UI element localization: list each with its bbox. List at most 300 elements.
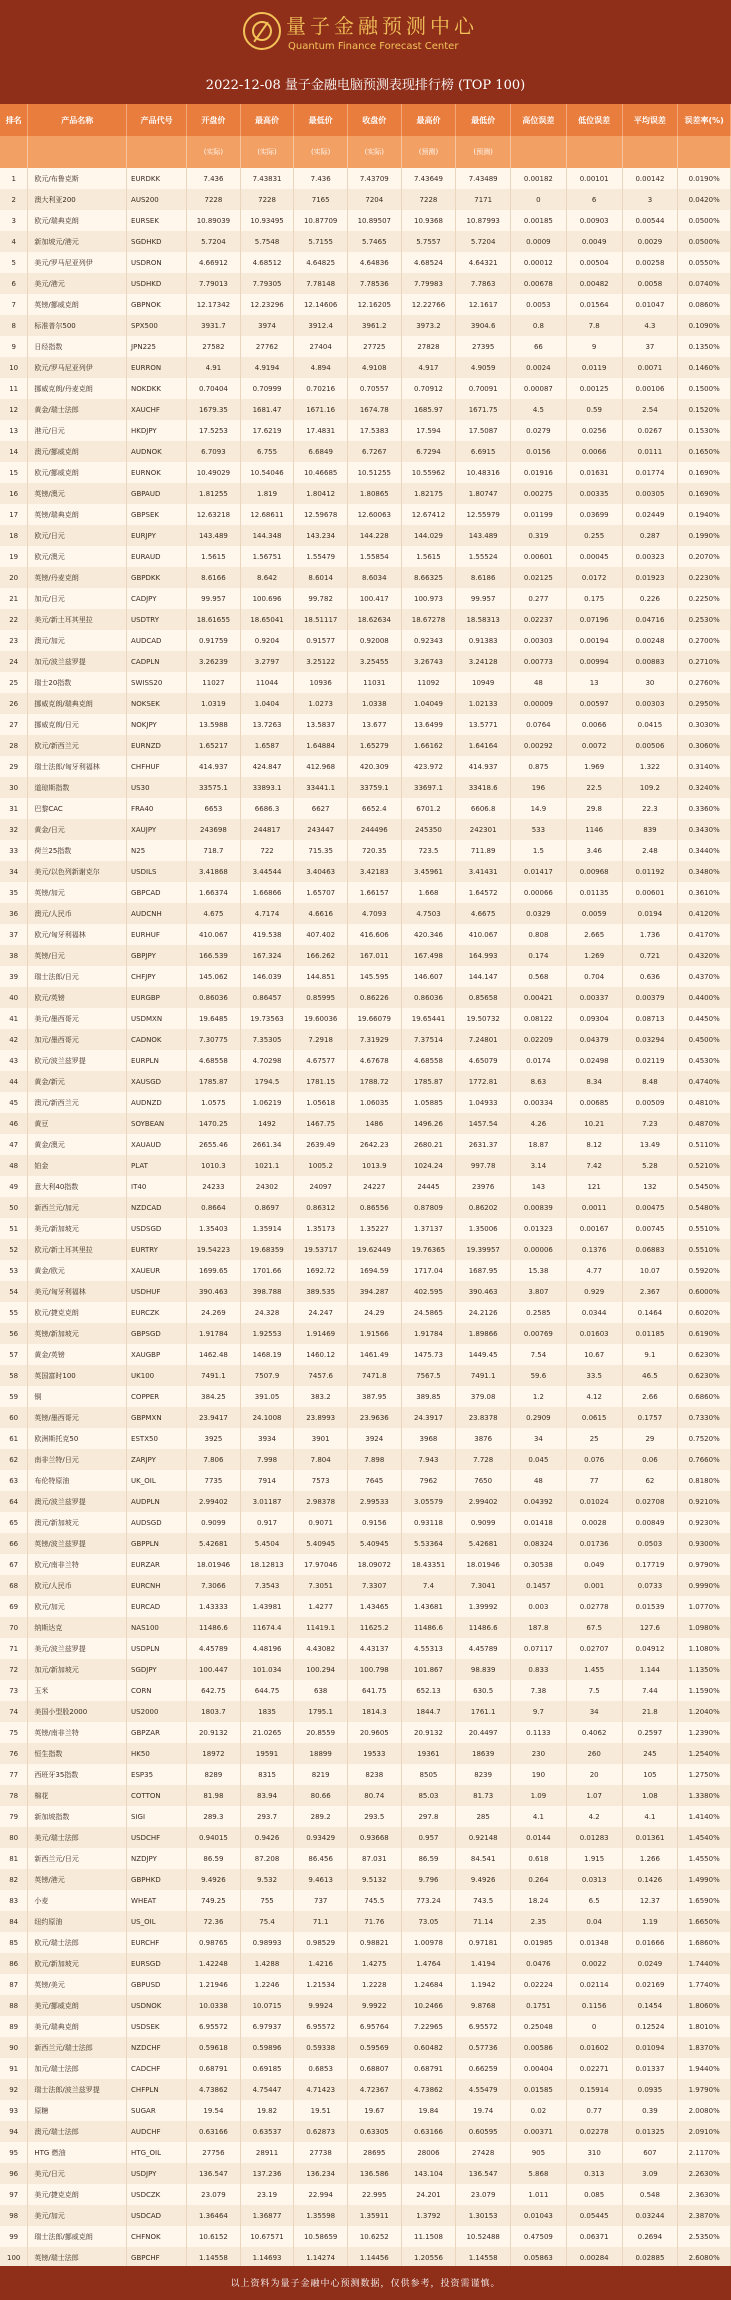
table-cell: 7.804 <box>294 1449 348 1470</box>
table-cell: 0.06 <box>622 1449 678 1470</box>
table-cell: 0.3030% <box>678 714 731 735</box>
table-cell: 136.547 <box>456 2163 511 2184</box>
table-cell: 8.6186 <box>456 567 511 588</box>
table-cell: 19.54223 <box>187 1239 241 1260</box>
table-cell: 69 <box>0 1596 28 1617</box>
table-cell: 1.1350% <box>678 1659 731 1680</box>
product-code-cell: USDMXN <box>127 1008 187 1029</box>
table-cell: 19.65441 <box>401 1008 456 1029</box>
table-cell: 0.91577 <box>294 630 348 651</box>
table-cell: 100.447 <box>187 1659 241 1680</box>
table-cell: 4.71423 <box>294 2079 348 2100</box>
table-cell: 12.37 <box>622 1890 678 1911</box>
product-code-cell: ZARJPY <box>127 1449 187 1470</box>
table-cell: 3934 <box>240 1428 294 1449</box>
table-cell: 19.73563 <box>240 1008 294 1029</box>
table-cell: 20 <box>566 1764 622 1785</box>
table-cell: 3.46 <box>566 840 622 861</box>
table-cell: 100.973 <box>401 588 456 609</box>
table-cell: 2 <box>0 189 28 210</box>
table-cell: 27828 <box>401 336 456 357</box>
table-cell: 3901 <box>294 1428 348 1449</box>
table-cell: 77 <box>0 1764 28 1785</box>
table-cell: 2.66 <box>622 1386 678 1407</box>
table-cell: 121 <box>566 1176 622 1197</box>
table-cell: 416.606 <box>347 924 401 945</box>
product-code-cell: AUDPLN <box>127 1491 187 1512</box>
product-name-cell: 瑞士法郎/匈牙利福林 <box>28 756 127 777</box>
table-cell: 0.62873 <box>294 2121 348 2142</box>
table-cell: 0.93118 <box>401 1512 456 1533</box>
table-cell: 0.01323 <box>511 1218 567 1239</box>
table-cell: 18.24 <box>511 1890 567 1911</box>
table-cell: 5.7465 <box>347 231 401 252</box>
table-cell: 3.44544 <box>240 861 294 882</box>
table-cell: 8.66325 <box>401 567 456 588</box>
table-cell: 0.255 <box>566 525 622 546</box>
table-cell: 0.0313 <box>566 1869 622 1890</box>
table-cell: 1.2 <box>511 1386 567 1407</box>
table-cell: 4.64836 <box>347 252 401 273</box>
table-row <box>0 546 731 567</box>
product-code-cell: USDCHF <box>127 1827 187 1848</box>
table-cell: 6653 <box>187 798 241 819</box>
column-subheader: (实际) <box>240 136 294 168</box>
product-name-cell: 加元/波兰兹罗提 <box>28 651 127 672</box>
table-cell: 0.0172 <box>566 567 622 588</box>
product-code-cell: GBPSGD <box>127 1323 187 1344</box>
table-cell: 100.417 <box>347 588 401 609</box>
table-cell: 1.4194 <box>456 1953 511 1974</box>
table-cell: 1.144 <box>622 1659 678 1680</box>
table-cell: 0.9426 <box>240 1827 294 1848</box>
product-name-cell: 美元/新土耳其里拉 <box>28 609 127 630</box>
product-code-cell: GBPCAD <box>127 882 187 903</box>
table-cell: 132 <box>622 1176 678 1197</box>
table-cell: 7204 <box>347 189 401 210</box>
table-cell: 1671.75 <box>456 399 511 420</box>
table-cell: 17 <box>0 504 28 525</box>
table-cell: 0.917 <box>240 1512 294 1533</box>
table-cell: 7.43831 <box>240 168 294 189</box>
table-cell: 72 <box>0 1659 28 1680</box>
table-cell: 0.6230% <box>678 1365 731 1386</box>
product-name-cell: 黄金/澳元 <box>28 1134 127 1155</box>
product-name-cell: 澳元/新西兰元 <box>28 1092 127 1113</box>
table-cell: 0.8180% <box>678 1470 731 1491</box>
table-cell: 0.00421 <box>511 987 567 1008</box>
column-subheader: (实际) <box>347 136 401 168</box>
table-cell: 4.65079 <box>456 1050 511 1071</box>
table-cell: 0.00323 <box>622 546 678 567</box>
table-cell: 1492 <box>240 1113 294 1134</box>
table-cell: 0.2230% <box>678 567 731 588</box>
table-cell: 1.55524 <box>456 546 511 567</box>
table-cell: 642.75 <box>187 1680 241 1701</box>
table-cell: 24.269 <box>187 1302 241 1323</box>
table-cell: 7.436 <box>187 168 241 189</box>
table-cell: 0.4400% <box>678 987 731 1008</box>
table-cell: 0.93429 <box>294 1827 348 1848</box>
table-cell: 0.00544 <box>622 210 678 231</box>
table-cell: 0.9790% <box>678 1554 731 1575</box>
table-cell: 2.48 <box>622 840 678 861</box>
table-cell: 7.79983 <box>401 273 456 294</box>
table-row <box>0 1260 731 1281</box>
table-cell: 424.847 <box>240 756 294 777</box>
product-code-cell: SPX500 <box>127 315 187 336</box>
table-cell: 10.87993 <box>456 210 511 231</box>
table-cell: 105 <box>622 1764 678 1785</box>
table-cell: 7.3066 <box>187 1575 241 1596</box>
product-name-cell: 澳元/波兰兹罗提 <box>28 1491 127 1512</box>
table-cell: 1.64884 <box>294 735 348 756</box>
table-cell: 0.5480% <box>678 1197 731 1218</box>
table-row <box>0 1785 731 1806</box>
table-cell: 0.00303 <box>622 693 678 714</box>
table-cell: 19.84 <box>401 2100 456 2121</box>
product-name-cell: 标准普尔500 <box>28 315 127 336</box>
table-cell: 7228 <box>401 189 456 210</box>
table-cell: 33.5 <box>566 1365 622 1386</box>
table-cell: 0.47509 <box>511 2226 567 2247</box>
table-row <box>0 777 731 798</box>
table-cell: 29 <box>0 756 28 777</box>
table-row <box>0 987 731 1008</box>
table-cell: 24302 <box>240 1176 294 1197</box>
table-cell: 0.08324 <box>511 1533 567 1554</box>
table-cell: 0.2710% <box>678 651 731 672</box>
table-cell: 7228 <box>187 189 241 210</box>
product-name-cell: 澳元/加元 <box>28 630 127 651</box>
table-cell: 4.26 <box>511 1113 567 1134</box>
table-cell: 1.2040% <box>678 1701 731 1722</box>
table-row <box>0 1806 731 1827</box>
table-cell: 11625.2 <box>347 1617 401 1638</box>
table-cell: 99.782 <box>294 588 348 609</box>
table-cell: 29 <box>622 1428 678 1449</box>
table-cell: 379.08 <box>456 1386 511 1407</box>
table-cell: 7.3041 <box>456 1575 511 1596</box>
table-cell: 24.328 <box>240 1302 294 1323</box>
table-cell: 4.9194 <box>240 357 294 378</box>
table-cell: 11092 <box>401 672 456 693</box>
table-cell: 641.75 <box>347 1680 401 1701</box>
table-row <box>0 2079 731 2100</box>
table-cell: 0.0029 <box>622 231 678 252</box>
product-name-cell: 黄豆 <box>28 1113 127 1134</box>
table-cell: 30 <box>0 777 28 798</box>
table-cell: 7.5 <box>566 1680 622 1701</box>
product-code-cell: AUDNZD <box>127 1092 187 1113</box>
table-cell: 905 <box>511 2142 567 2163</box>
table-cell: 1.35911 <box>347 2205 401 2226</box>
table-cell: 0.4120% <box>678 903 731 924</box>
table-cell: 0.98529 <box>294 1932 348 1953</box>
product-code-cell: EURNOK <box>127 462 187 483</box>
table-cell: 244496 <box>347 819 401 840</box>
table-cell: 0.2597 <box>622 1722 678 1743</box>
table-row <box>0 2205 731 2226</box>
product-name-cell: 欧元/南非兰特 <box>28 1554 127 1575</box>
product-code-cell: US_OIL <box>127 1911 187 1932</box>
table-cell: 0.01666 <box>622 1932 678 1953</box>
table-row <box>0 420 731 441</box>
table-cell: 1844.7 <box>401 1701 456 1722</box>
table-cell: 0.7330% <box>678 1407 731 1428</box>
table-cell: 2.367 <box>622 1281 678 1302</box>
product-code-cell: XAUEUR <box>127 1260 187 1281</box>
table-cell: 1.36464 <box>187 2205 241 2226</box>
table-cell: 0.319 <box>511 525 567 546</box>
table-cell: 2.3630% <box>678 2184 731 2205</box>
product-code-cell: XAUCHF <box>127 399 187 420</box>
table-cell: 1.80747 <box>456 483 511 504</box>
table-cell: 3912.4 <box>294 315 348 336</box>
table-cell: 2.0910% <box>678 2121 731 2142</box>
table-cell: 8.6014 <box>294 567 348 588</box>
table-cell: 24 <box>0 651 28 672</box>
table-cell: 47 <box>0 1134 28 1155</box>
table-cell: 0.001 <box>566 1575 622 1596</box>
table-row <box>0 2058 731 2079</box>
product-name-cell: 欧元/人民币 <box>28 1575 127 1596</box>
table-cell: 10.0715 <box>240 1995 294 2016</box>
table-cell: 0.0329 <box>511 903 567 924</box>
table-row <box>0 588 731 609</box>
table-cell: 4.55479 <box>456 2079 511 2100</box>
table-cell: 23.8378 <box>456 1407 511 1428</box>
product-name-cell: 英镑/美元 <box>28 1974 127 1995</box>
product-name-cell: 巴黎CAC <box>28 798 127 819</box>
product-name-cell: 黄金/瑞士法郎 <box>28 399 127 420</box>
table-cell: 0.0024 <box>511 357 567 378</box>
table-cell: 0.86556 <box>347 1197 401 1218</box>
table-row <box>0 1953 731 1974</box>
table-cell: 27 <box>0 714 28 735</box>
table-cell: 28 <box>0 735 28 756</box>
table-cell: 27725 <box>347 336 401 357</box>
table-cell: 410.067 <box>456 924 511 945</box>
table-cell: 24.247 <box>294 1302 348 1323</box>
table-cell: 7650 <box>456 1470 511 1491</box>
table-cell: 9.7 <box>511 1701 567 1722</box>
table-cell: 71.76 <box>347 1911 401 1932</box>
table-cell: 98 <box>0 2205 28 2226</box>
table-cell: 10.93495 <box>240 210 294 231</box>
product-name-cell: 澳元/瑞士法郎 <box>28 2121 127 2142</box>
table-cell: 0.03294 <box>622 1029 678 1050</box>
table-cell: 5 <box>0 252 28 273</box>
product-name-cell: 英镑/澳元 <box>28 483 127 504</box>
column-header: 低位误差 <box>566 104 622 136</box>
table-cell: 0.0011 <box>566 1197 622 1218</box>
table-cell: 166.262 <box>294 945 348 966</box>
table-cell: 0.00334 <box>511 1092 567 1113</box>
table-cell: 0.00101 <box>566 168 622 189</box>
table-cell: 23 <box>0 630 28 651</box>
table-cell: 1.455 <box>566 1659 622 1680</box>
table-cell: 1.4550% <box>678 1848 731 1869</box>
table-row <box>0 1743 731 1764</box>
table-cell: 13.6499 <box>401 714 456 735</box>
table-row <box>0 231 731 252</box>
table-cell: 10.89039 <box>187 210 241 231</box>
table-cell: 7.35305 <box>240 1029 294 1050</box>
product-code-cell: EURPLN <box>127 1050 187 1071</box>
table-cell: 0.01631 <box>566 462 622 483</box>
table-cell: 3.26239 <box>187 651 241 672</box>
product-code-cell: AUS200 <box>127 189 187 210</box>
table-cell: 0.00006 <box>511 1239 567 1260</box>
product-name-cell: 美元/匈牙利福林 <box>28 1281 127 1302</box>
table-cell: 30 <box>622 672 678 693</box>
table-cell: 109.2 <box>622 777 678 798</box>
table-cell: 0.1940% <box>678 504 731 525</box>
table-cell: 18.65041 <box>240 609 294 630</box>
table-cell: 1.14558 <box>456 2247 511 2268</box>
product-code-cell: USDPLN <box>127 1638 187 1659</box>
table-cell: 0 <box>566 2016 622 2037</box>
table-cell: 164.993 <box>456 945 511 966</box>
table-row <box>0 1995 731 2016</box>
table-cell: 0.70216 <box>294 378 348 399</box>
column-subheader <box>678 136 731 168</box>
table-cell: 91 <box>0 2058 28 2079</box>
table-cell: 3968 <box>401 1428 456 1449</box>
table-cell: 55 <box>0 1302 28 1323</box>
table-cell: 0.02449 <box>622 504 678 525</box>
table-cell: 0.91759 <box>187 630 241 651</box>
table-cell: 3.09 <box>622 2163 678 2184</box>
table-cell: 8289 <box>187 1764 241 1785</box>
table-cell: 0.003 <box>511 1596 567 1617</box>
product-name-cell: 欧元/布鲁克斯 <box>28 168 127 189</box>
table-cell: 2.1170% <box>678 2142 731 2163</box>
table-cell: 24.1008 <box>240 1407 294 1428</box>
table-cell: 5.7155 <box>294 231 348 252</box>
product-name-cell: 欧元/匈牙利福林 <box>28 924 127 945</box>
table-cell: 0.5510% <box>678 1239 731 1260</box>
product-code-cell: US30 <box>127 777 187 798</box>
table-cell: 0.00087 <box>511 378 567 399</box>
table-cell: 22.995 <box>347 2184 401 2205</box>
table-cell: 0.00045 <box>566 546 622 567</box>
product-code-cell: AUDCHF <box>127 2121 187 2142</box>
product-name-cell: 原糖 <box>28 2100 127 2121</box>
table-cell: 0.9156 <box>347 1512 401 1533</box>
table-cell: 0.0267 <box>622 420 678 441</box>
table-cell: 1.9440% <box>678 2058 731 2079</box>
table-cell: 1803.7 <box>187 1701 241 1722</box>
table-cell: 1701.66 <box>240 1260 294 1281</box>
table-cell: 61 <box>0 1428 28 1449</box>
product-name-cell: 美元/瑞典克朗 <box>28 2016 127 2037</box>
table-cell: 23976 <box>456 1176 511 1197</box>
product-code-cell: EURSEK <box>127 210 187 231</box>
table-cell: 1674.78 <box>347 399 401 420</box>
table-cell: 0.94015 <box>187 1827 241 1848</box>
table-cell: 3925 <box>187 1428 241 1449</box>
table-cell: 99.957 <box>187 588 241 609</box>
product-name-cell: 英镑/加元 <box>28 882 127 903</box>
product-name-cell: 新西兰元/日元 <box>28 1848 127 1869</box>
table-cell: 0.957 <box>401 1827 456 1848</box>
table-cell: 1.92553 <box>240 1323 294 1344</box>
table-cell: 4.9108 <box>347 357 401 378</box>
table-cell: 1.35403 <box>187 1218 241 1239</box>
table-cell: 100.294 <box>294 1659 348 1680</box>
column-header: 产品名称 <box>28 104 127 136</box>
product-code-cell: CADNOK <box>127 1029 187 1050</box>
table-cell: 722 <box>240 840 294 861</box>
product-name-cell: 铜 <box>28 1386 127 1407</box>
table-cell: 70 <box>0 1617 28 1638</box>
table-cell: 3.2797 <box>240 651 294 672</box>
table-cell: 38 <box>0 945 28 966</box>
table-cell: 0.0500% <box>678 210 731 231</box>
table-cell: 0.39 <box>622 2100 678 2121</box>
table-cell: 0.30538 <box>511 1554 567 1575</box>
table-cell: 0.0009 <box>511 231 567 252</box>
table-cell: 10.6252 <box>347 2226 401 2247</box>
table-cell: 144.029 <box>401 525 456 546</box>
product-code-cell: ESTX50 <box>127 1428 187 1449</box>
product-name-cell: 欧元/瑞士法郎 <box>28 1932 127 1953</box>
table-cell: 1.8010% <box>678 2016 731 2037</box>
table-cell: 1.266 <box>622 1848 678 1869</box>
table-cell: 0.6860% <box>678 1386 731 1407</box>
table-cell: 2.99402 <box>187 1491 241 1512</box>
table-cell: 0.02885 <box>622 2247 678 2268</box>
table-cell: 0.04716 <box>622 609 678 630</box>
table-cell: 2.35 <box>511 1911 567 1932</box>
table-cell: 4.73862 <box>401 2079 456 2100</box>
table-cell: 0.02708 <box>622 1491 678 1512</box>
product-name-cell: 挪威克朗/瑞典克朗 <box>28 693 127 714</box>
table-cell: 0.1690% <box>678 462 731 483</box>
table-cell: 167.324 <box>240 945 294 966</box>
table-cell: 0.00012 <box>511 252 567 273</box>
table-cell: 0.3440% <box>678 840 731 861</box>
table-cell: 13.5837 <box>294 714 348 735</box>
column-subheader: (实际) <box>294 136 348 168</box>
table-cell: 0.01043 <box>511 2205 567 2226</box>
table-cell: 99 <box>0 2226 28 2247</box>
table-cell: 1.0338 <box>347 693 401 714</box>
product-name-cell: 美元/墨西哥元 <box>28 1008 127 1029</box>
table-cell: 9.5132 <box>347 1869 401 1890</box>
table-row <box>0 1491 731 1512</box>
table-cell: 1.21534 <box>294 1974 348 1995</box>
table-cell: 12.1617 <box>456 294 511 315</box>
product-name-cell: 美元/瑞士法郎 <box>28 1827 127 1848</box>
table-cell: 0.00509 <box>622 1092 678 1113</box>
product-name-cell: 荷兰25指数 <box>28 840 127 861</box>
table-cell: 0.0420% <box>678 189 731 210</box>
table-cell: 0.7660% <box>678 1449 731 1470</box>
table-cell: 81.73 <box>456 1785 511 1806</box>
table-cell: 8.63 <box>511 1071 567 1092</box>
table-cell: 4.45789 <box>456 1638 511 1659</box>
table-cell: 12.67412 <box>401 504 456 525</box>
table-cell: 1146 <box>566 819 622 840</box>
table-cell: 7165 <box>294 189 348 210</box>
table-cell: 1.66157 <box>347 882 401 903</box>
table-row <box>0 609 731 630</box>
table-cell: 0.0156 <box>511 441 567 462</box>
table-cell: 85.03 <box>401 1785 456 1806</box>
